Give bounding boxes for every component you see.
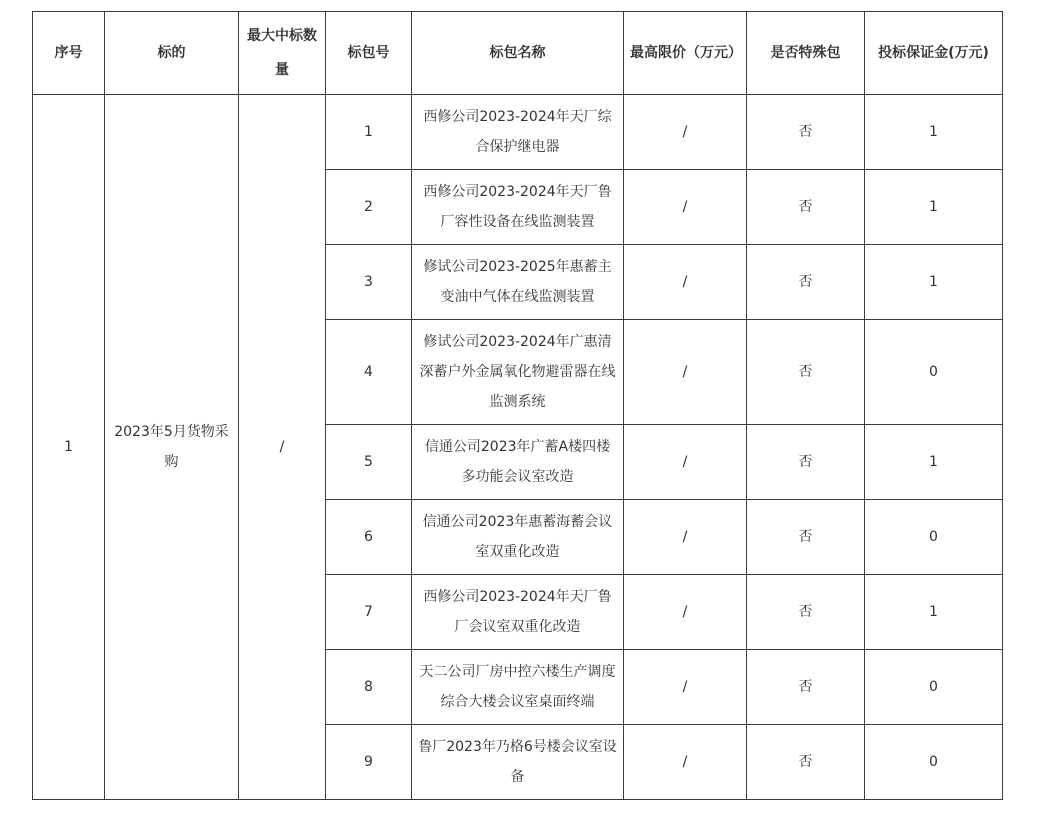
special-package-cell: 否 (747, 170, 865, 245)
package-name-cell: 修试公司2023-2025年惠蓄主变油中气体在线监测装置 (412, 245, 624, 320)
max-price-cell: / (624, 500, 747, 575)
group-subject-cell: 2023年5月货物采购 (105, 95, 239, 800)
group-seq-cell: 1 (33, 95, 105, 800)
special-package-cell: 否 (747, 500, 865, 575)
deposit-cell: 0 (865, 650, 1003, 725)
deposit-cell: 1 (865, 95, 1003, 170)
max-price-cell: / (624, 245, 747, 320)
header-package-no: 标包号 (326, 12, 412, 95)
max-price-cell: / (624, 425, 747, 500)
special-package-cell: 否 (747, 425, 865, 500)
package-no-cell: 8 (326, 650, 412, 725)
bid-package-table (32, 11, 1003, 800)
deposit-cell: 1 (865, 575, 1003, 650)
header-package-name: 标包名称 (412, 12, 624, 95)
package-no-cell: 7 (326, 575, 412, 650)
max-price-cell: / (624, 170, 747, 245)
max-price-cell: / (624, 320, 747, 425)
package-name-cell: 西修公司2023-2024年天厂鲁厂容性设备在线监测装置 (412, 170, 624, 245)
package-no-cell: 5 (326, 425, 412, 500)
package-no-cell: 9 (326, 725, 412, 800)
table-header-row (33, 12, 1003, 95)
special-package-cell: 否 (747, 725, 865, 800)
group-max-wins-cell: / (239, 95, 326, 800)
special-package-cell: 否 (747, 245, 865, 320)
special-package-cell: 否 (747, 320, 865, 425)
deposit-cell: 1 (865, 170, 1003, 245)
package-name-cell: 鲁厂2023年乃格6号楼会议室设备 (412, 725, 624, 800)
header-seq: 序号 (33, 12, 105, 95)
special-package-cell: 否 (747, 95, 865, 170)
header-deposit: 投标保证金(万元) (865, 12, 1003, 95)
header-subject: 标的 (105, 12, 239, 95)
header-max-wins: 最大中标数量 (239, 12, 326, 95)
max-price-cell: / (624, 575, 747, 650)
special-package-cell: 否 (747, 650, 865, 725)
header-special-package: 是否特殊包 (747, 12, 865, 95)
table-row (33, 95, 1003, 170)
deposit-cell: 1 (865, 245, 1003, 320)
package-name-cell: 西修公司2023-2024年天厂综合保护继电器 (412, 95, 624, 170)
deposit-cell: 0 (865, 500, 1003, 575)
package-no-cell: 3 (326, 245, 412, 320)
package-name-cell: 修试公司2023-2024年广惠清深蓄户外金属氧化物避雷器在线监测系统 (412, 320, 624, 425)
deposit-cell: 0 (865, 320, 1003, 425)
max-price-cell: / (624, 650, 747, 725)
package-no-cell: 1 (326, 95, 412, 170)
package-name-cell: 信通公司2023年广蓄A楼四楼多功能会议室改造 (412, 425, 624, 500)
deposit-cell: 0 (865, 725, 1003, 800)
package-name-cell: 天二公司厂房中控六楼生产调度综合大楼会议室桌面终端 (412, 650, 624, 725)
header-max-price: 最高限价（万元） (624, 12, 747, 95)
package-name-cell: 西修公司2023-2024年天厂鲁厂会议室双重化改造 (412, 575, 624, 650)
package-no-cell: 2 (326, 170, 412, 245)
deposit-cell: 1 (865, 425, 1003, 500)
package-name-cell: 信通公司2023年惠蓄海蓄会议室双重化改造 (412, 500, 624, 575)
special-package-cell: 否 (747, 575, 865, 650)
max-price-cell: / (624, 95, 747, 170)
package-no-cell: 6 (326, 500, 412, 575)
package-no-cell: 4 (326, 320, 412, 425)
max-price-cell: / (624, 725, 747, 800)
